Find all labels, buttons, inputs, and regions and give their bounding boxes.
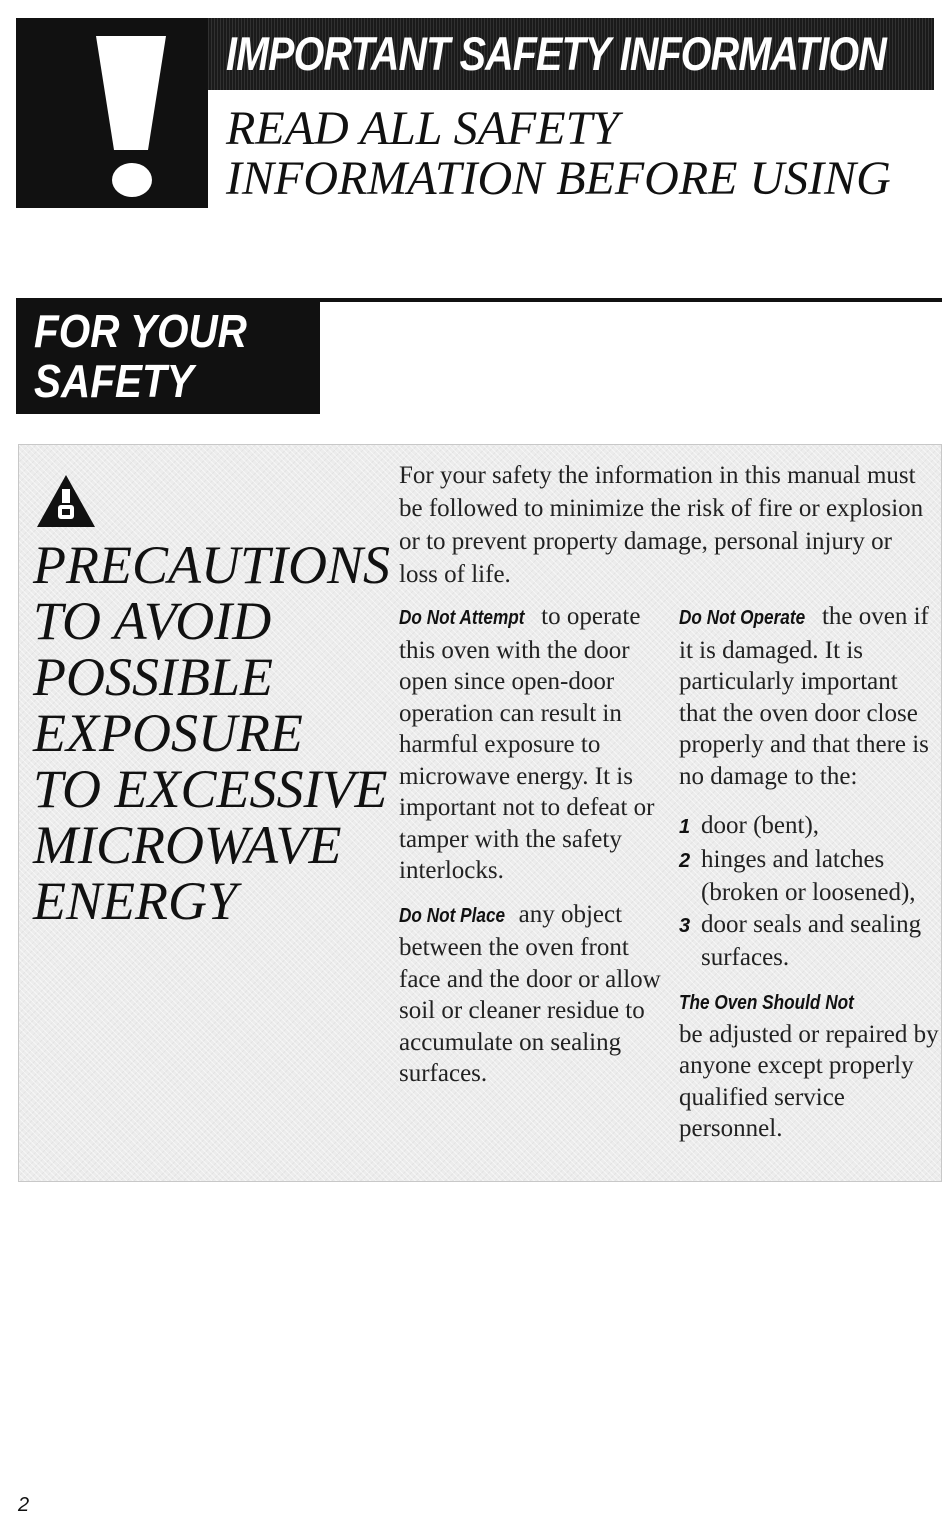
list-item — [679, 810, 941, 844]
page-subtitle — [226, 104, 946, 204]
header-title: IMPORTANT SAFETY INFORMATION — [226, 27, 887, 80]
oven-should-not-lead: The Oven Should Not — [679, 991, 854, 1014]
do-not-place-lead: Do Not Place — [399, 904, 506, 927]
do-not-attempt-lead: Do Not Attempt — [399, 607, 525, 629]
section-title-line-2: SAFETY — [34, 355, 194, 407]
list-item-text: door (bent), — [701, 812, 820, 839]
right-column — [679, 601, 941, 1157]
heading-line: TO EXCESSIVE — [33, 759, 388, 819]
warning-block — [16, 18, 208, 208]
exclamation-icon — [16, 18, 208, 208]
do-not-operate-lead: Do Not Operate — [679, 607, 806, 629]
heading-line: PRECAUTIONS — [33, 535, 390, 595]
heading-line: ENERGY — [33, 871, 238, 931]
left-column — [399, 601, 664, 1102]
oven-should-not-paragraph — [679, 988, 941, 1145]
section-title — [34, 306, 289, 406]
intro-paragraph: For your safety the information in this manual must be followed to minimize the risk of fire or explosion or to prevent property damage, personal injury or loss of life. — [399, 462, 924, 588]
list-number: 1 — [679, 816, 691, 838]
do-not-attempt-text: to operate this oven with the door open since open-door operation can result in harmful exposure to microwave energy. It is important not to defeat or tamper with the safety interlocks. — [399, 603, 655, 884]
heading-line: MICROWAVE — [33, 815, 342, 875]
list-item-text: door seals and sealing surfaces. — [701, 910, 922, 971]
heading-line: POSSIBLE — [33, 647, 273, 707]
do-not-operate-paragraph — [679, 601, 941, 792]
subtitle-line-1: READ ALL SAFETY — [226, 102, 619, 155]
heading-line: EXPOSURE — [33, 703, 303, 763]
do-not-place-text: any object between the oven front face and the door or allow soil or cleaner residue to accumulate on sealing surfaces. — [399, 900, 661, 1087]
do-not-operate-text: the oven if it is damaged. It is particularly important that the oven door close properly and that there is no damage to the: — [679, 603, 929, 790]
do-not-attempt-paragraph — [399, 601, 664, 887]
heading-line: TO AVOID — [33, 591, 272, 651]
page-number: 2 — [18, 1494, 30, 1516]
list-item — [679, 844, 941, 909]
precautions-heading — [33, 537, 393, 929]
subtitle-line-2: INFORMATION BEFORE USING — [226, 152, 891, 205]
list-item — [679, 909, 941, 974]
oven-should-not-text: be adjusted or repaired by anyone except properly qualified service personnel. — [679, 1020, 939, 1142]
section-title-line-1: FOR YOUR — [34, 305, 247, 357]
caution-box — [18, 444, 942, 1182]
list-number: 2 — [679, 849, 691, 872]
list-number: 3 — [679, 914, 691, 937]
list-item-text: hinges and latches (broken or loosened), — [701, 845, 916, 906]
alert-triangle-icon — [35, 473, 97, 529]
section-title-block — [16, 302, 320, 414]
do-not-place-paragraph — [399, 899, 664, 1090]
header-banner — [208, 18, 934, 90]
